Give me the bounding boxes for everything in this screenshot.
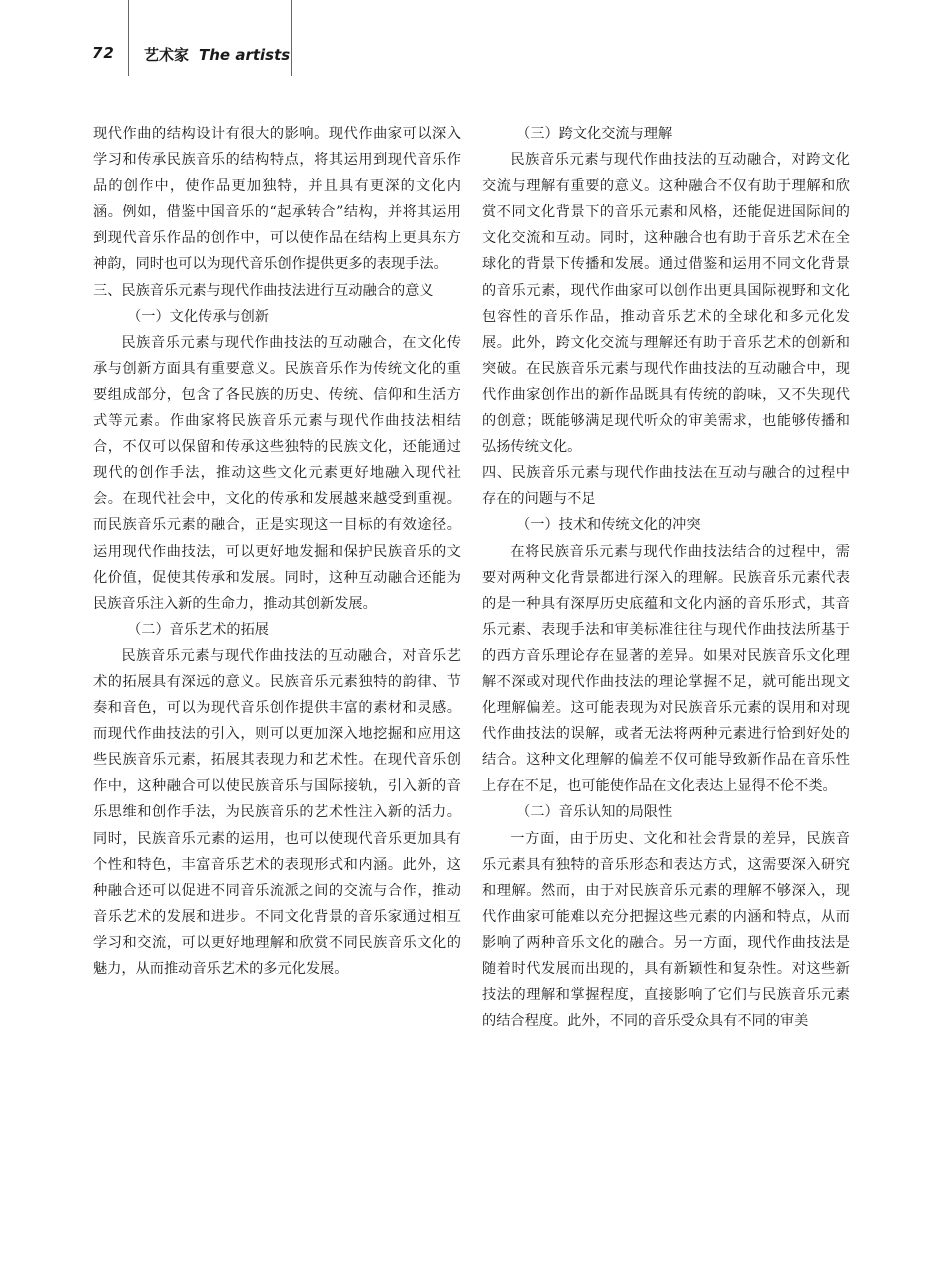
page-header xyxy=(0,0,950,80)
subheading-tech-tradition-conflict: （一）技术和传统文化的冲突 xyxy=(516,517,701,534)
paragraph-tech-tradition-conflict: 在将民族音乐元素与现代作曲技法结合的过程中，需要对两种文化背景都进行深入的理解。民族音乐元素代表的是一种具有深厚历史底蕴和文化内涵的音乐形式，其音乐元素、表现手法和审美标准往往与现代作曲技法所基于的西方音乐理论存在显著的差异。如果对民族音乐文化理解不深或对现代作曲技法的理论掌握不足，就可能出现文化理解偏差。这可能表现为对民族音乐元素的误用和对现代作曲技法的误解，或者无法将两种元素进行恰到好处的结合。这种文化理解的偏差不仅可能导致新作品在音乐性上存在不足，也可能使作品在文化表达上显得不伦不类。 xyxy=(482,543,850,795)
right-column xyxy=(482,121,850,1034)
subheading-cognition-limits: （二）音乐认知的局限性 xyxy=(516,804,673,821)
subheading-music-art-expansion: （二）音乐艺术的拓展 xyxy=(127,621,269,638)
page-number: 72 xyxy=(92,44,115,62)
paragraph-music-art-expansion: 民族音乐元素与现代作曲技法的互动融合，对音乐艺术的拓展具有深远的意义。民族音乐元素独特的韵律、节奏和音色，可以为现代音乐创作提供丰富的素材和灵感。而现代作曲技法的引入，则可以更加深入地挖掘和应用这些民族音乐元素，拓展其表现力和艺术性。在现代音乐创作中，这种融合可以使民族音乐与国际接轨，引入新的音乐思维和创作手法，为民族音乐的艺术性注入新的活力。同时，民族音乐元素的运用，也可以使现代音乐更加具有个性和特色，丰富音乐艺术的表现形式和内涵。此外，这种融合还可以促进不同音乐流派之间的交流与合作，推动音乐艺术的发展和进步。不同文化背景的音乐家通过相互学习和交流，可以更好地理解和欣赏不同民族音乐文化的魅力，从而推动音乐艺术的多元化发展。 xyxy=(93,647,461,977)
paragraph-cross-cultural: 民族音乐元素与现代作曲技法的互动融合，对跨文化交流与理解有重要的意义。这种融合不仅有助于理解和欣赏不同文化背景下的音乐元素和风格，还能促进国际间的文化交流和互动。同时，这种融合也有助于音乐艺术在全球化的背景下传播和发展。通过借鉴和运用不同文化背景的音乐元素，现代作曲家可以创作出更具国际视野和文化包容性的音乐作品，推动音乐艺术的全球化和多元化发展。此外，跨文化交流与理解还有助于音乐艺术的创新和突破。在民族音乐元素与现代作曲技法的互动融合中，现代作曲家创作出的新作品既具有传统的韵味，又不失现代的创意；既能够满足现代听众的审美需求，也能够传播和弘扬传统文化。 xyxy=(482,152,850,456)
header-divider-right xyxy=(291,0,292,76)
paragraph-cognition-limits: 一方面，由于历史、文化和社会背景的差异，民族音乐元素具有独特的音乐形态和表达方式，这需要深入研究和理解。然而，由于对民族音乐元素的理解不够深入，现代作曲家可能难以充分把握这些元素的内涵和特点，从而影响了两种音乐文化的融合。另一方面，现代作曲技法是随着时代发展而出现的，具有新颖性和复杂性。对这些新技法的理解和掌握程度，直接影响了它们与民族音乐元素的结合程度。此外，不同的音乐受众具有不同的审美 xyxy=(482,830,850,1030)
left-column xyxy=(93,121,461,982)
section-heading-3: 三、民族音乐元素与现代作曲技法进行互动融合的意义 xyxy=(93,282,434,299)
journal-title-en: The artists xyxy=(199,46,291,64)
paragraph-continued: 现代作曲的结构设计有很大的影响。现代作曲家可以深入学习和传承民族音乐的结构特点，将其运用到现代音乐作品的创作中，使作品更加独特，并且具有更深的文化内涵。例如，借鉴中国音乐的“起承转合”结构，并将其运用到现代音乐作品的创作中，可以使作品在结构上更具东方神韵，同时也可以为现代音乐创作提供更多的表现手法。 xyxy=(93,126,461,273)
section-heading-4: 四、民族音乐元素与现代作曲技法在互动与融合的过程中存在的问题与不足 xyxy=(482,465,850,508)
journal-title-cn: 艺术家 xyxy=(144,46,190,64)
subheading-cross-cultural: （三）跨文化交流与理解 xyxy=(516,126,673,142)
journal-title xyxy=(144,44,290,65)
subheading-cultural-heritage: （一）文化传承与创新 xyxy=(127,308,269,325)
header-divider-left xyxy=(128,0,129,76)
paragraph-cultural-heritage: 民族音乐元素与现代作曲技法的互动融合，在文化传承与创新方面具有重要意义。民族音乐作为传统文化的重要组成部分，包含了各民族的历史、传统、信仰和生活方式等元素。作曲家将民族音乐元素与现代作曲技法相结合，不仅可以保留和传承这些独特的民族文化，还能通过现代的创作手法，推动这些文化元素更好地融入现代社会。在现代社会中，文化的传承和发展越来越受到重视。而民族音乐元素的融合，正是实现这一目标的有效途径。运用现代作曲技法，可以更好地发掘和保护民族音乐的文化价值，促使其传承和发展。同时，这种互动融合还能为民族音乐注入新的生命力，推动其创新发展。 xyxy=(93,334,461,612)
